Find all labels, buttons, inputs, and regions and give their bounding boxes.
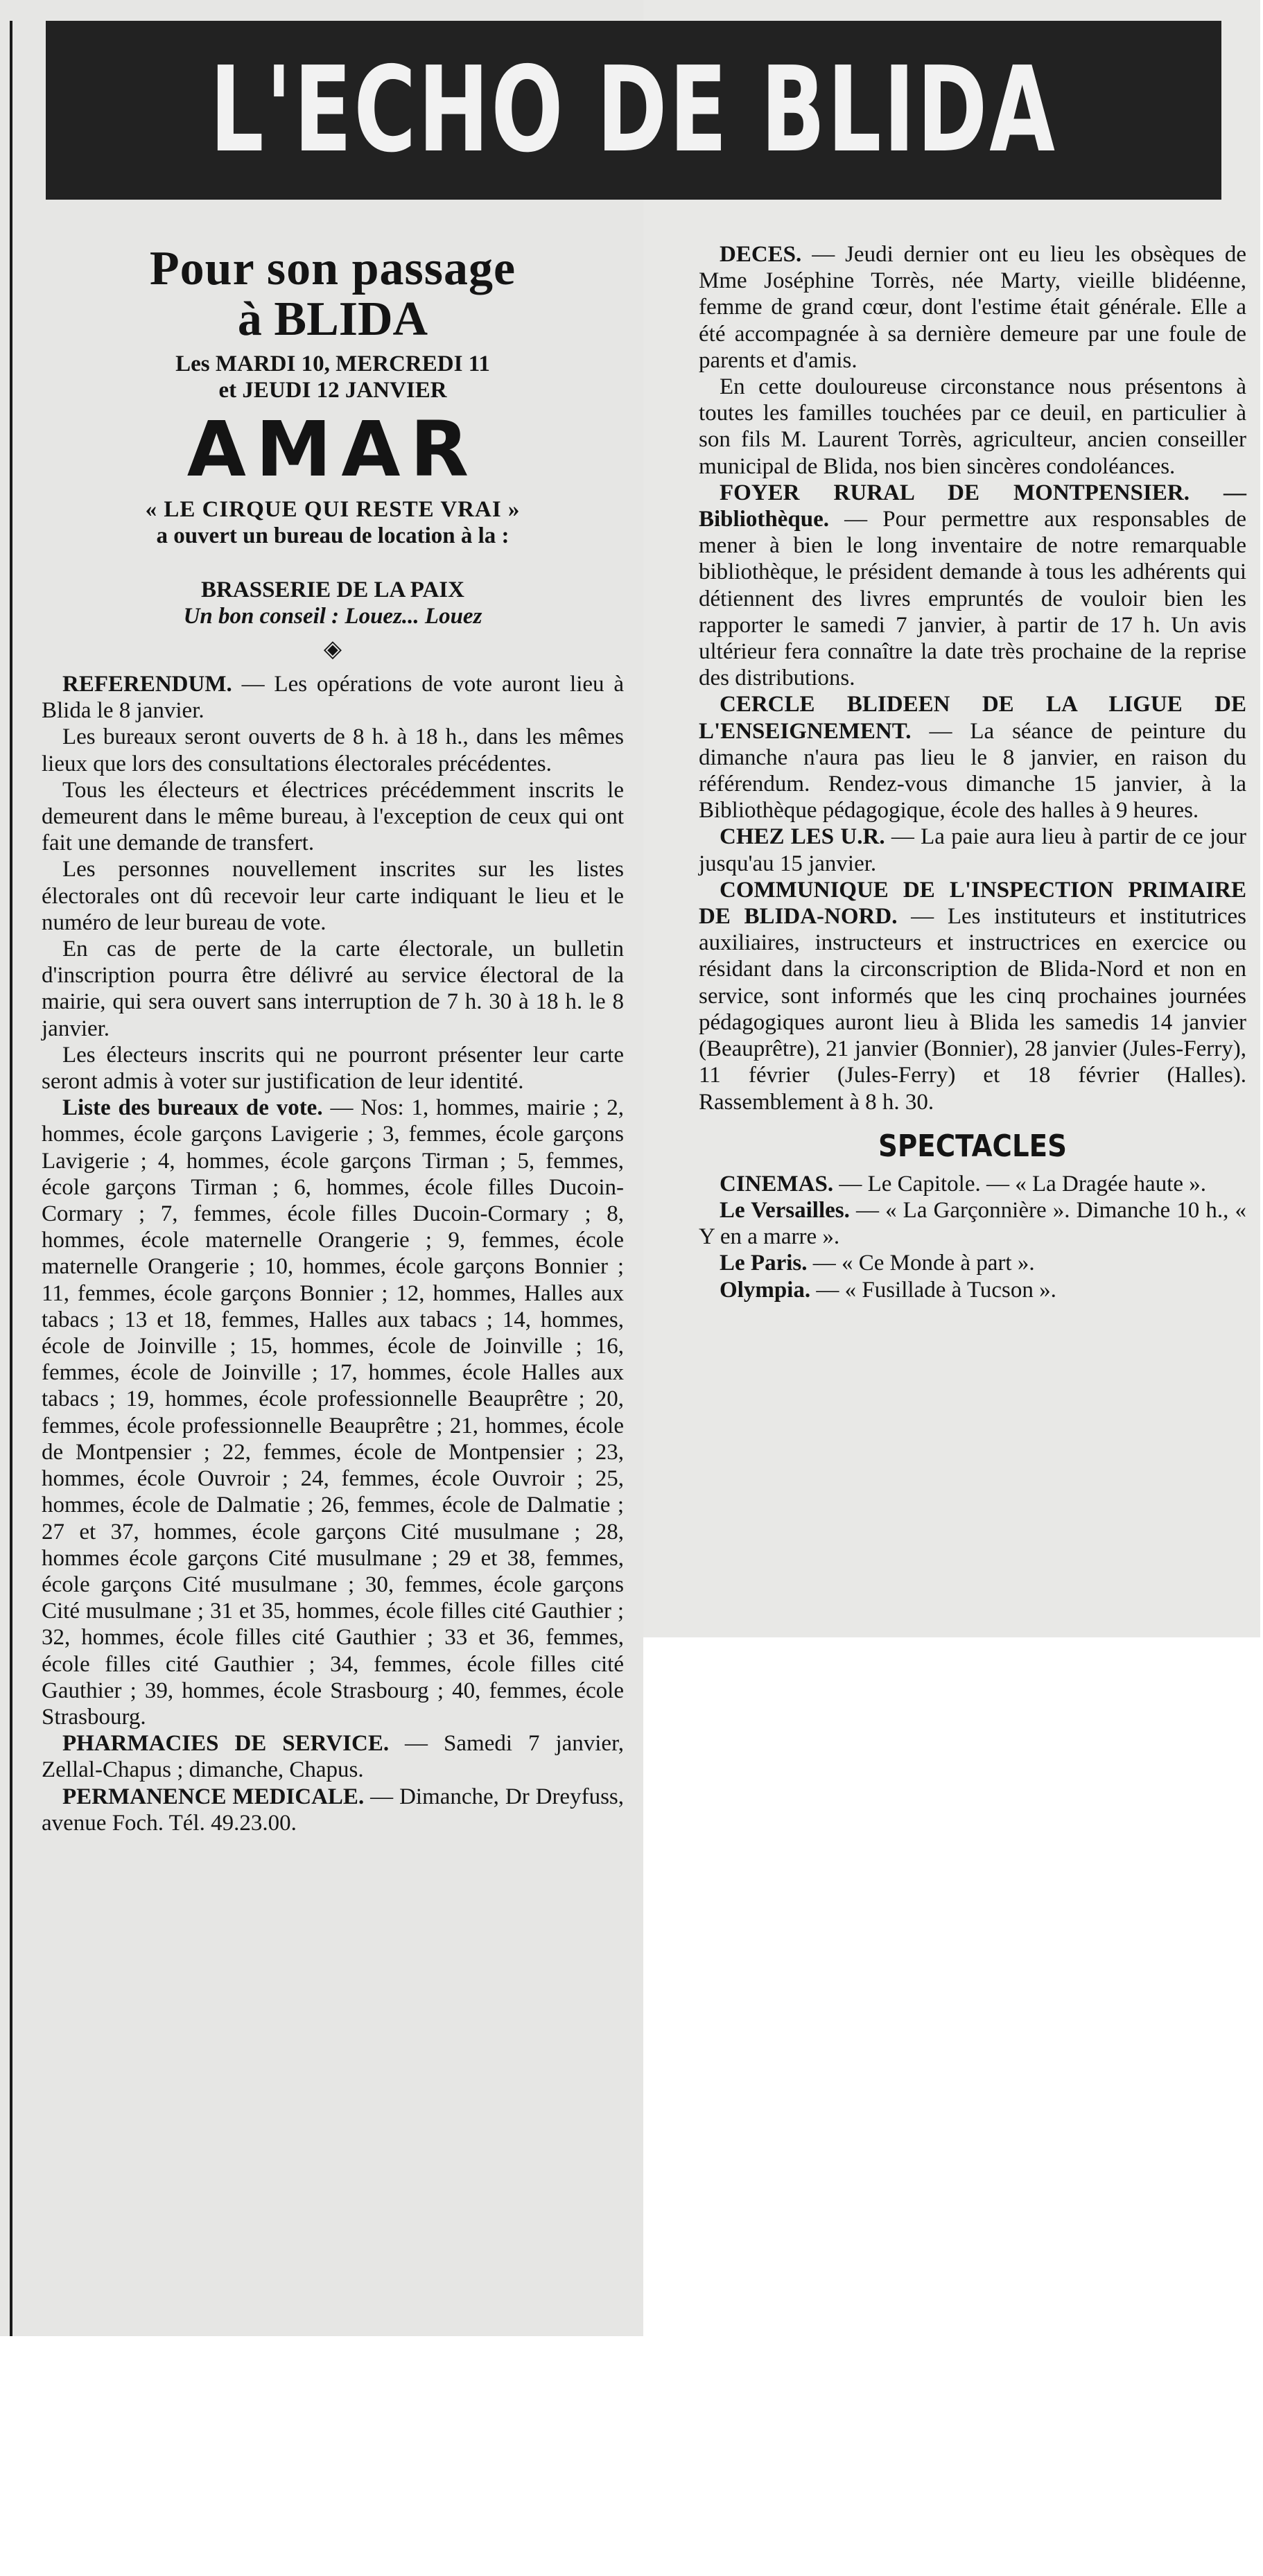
ur-text: — La paie aura lieu à partir de ce jour jusqu'au 15 janvier. (699, 824, 1246, 876)
referendum-heading: REFERENDUM. (62, 672, 232, 697)
ad-circus-name: AMAR (186, 405, 479, 494)
pharmacies-heading: PHARMACIES DE SERVICE. (62, 1731, 390, 1757)
masthead-title: L'ECHO DE BLIDA (209, 42, 1058, 179)
ad-dates-line-2: et JEUDI 12 JANVIER (218, 378, 447, 403)
ad-dates-line-1: Les MARDI 10, MERCREDI 11 (175, 351, 490, 376)
circus-advertisement (42, 243, 624, 667)
ad-headline-city: à BLIDA (237, 293, 428, 346)
referendum-text-1: — Les opérations de vote auront lieu à Blida le 8 janvier. (42, 672, 624, 724)
ad-headline: Pour son passage (149, 242, 516, 295)
cercle-blideen-text: — La séance de peinture du dimanche n'aura pas lieu le 8 janvier, en raison du référendum. Rendez-vous dimanche 15 janvier, à la Bibliothèque pédagogique, école des halles à 9 heures. (699, 718, 1246, 824)
ad-office-line: a ouvert un bureau de location à la : (156, 523, 509, 548)
inspection-heading: COMMUNIQUE DE L'INSPECTION PRIMAIRE DE BLIDA-NORD. (699, 877, 1246, 930)
medical-duty-text: — Dimanche, Dr Dreyfuss, avenue Foch. Tél. 49.23.00. (42, 1784, 624, 1836)
deaths-heading: DECES. (720, 242, 802, 267)
paris-paragraph (699, 1250, 1246, 1276)
ad-slogan: « LE CIRQUE QUI RESTE VRAI » (145, 497, 521, 522)
referendum-paragraph-1 (42, 671, 624, 724)
paris-text: — « Ce Monde à part ». (807, 1251, 1035, 1276)
column-border-rule (10, 21, 12, 2336)
pharmacies-text: — Samedi 7 janvier, Zellal-Chapus ; dimanche, Chapus. (42, 1731, 624, 1783)
referendum-paragraph-3: Tous les électeurs et électrices précédemment inscrits le demeurent dans le même bureau, à l'exception de ceux qui ont fait une demande de transfert. (42, 777, 624, 856)
versailles-text: — « La Garçonnière ». Dimanche 10 h., « Y en a marre ». (699, 1197, 1247, 1250)
cinemas-heading: CINEMAS. (720, 1171, 834, 1196)
cercle-blideen-paragraph (699, 691, 1246, 824)
medical-duty-paragraph (42, 1784, 624, 1836)
versailles-heading: Le Versailles. (720, 1197, 850, 1223)
right-column (699, 241, 1246, 1303)
masthead-banner (46, 21, 1221, 200)
polling-stations-list (42, 1095, 624, 1730)
pharmacies-paragraph (42, 1730, 624, 1783)
inspection-paragraph (699, 877, 1246, 1115)
versailles-paragraph (699, 1197, 1246, 1250)
ornament-icon: ◈ (323, 636, 342, 662)
olympia-text: — « Fusillade à Tucson ». (810, 1277, 1056, 1303)
olympia-paragraph (699, 1277, 1246, 1303)
foyer-rural-text: — Pour permettre aux responsables de mener à bien le long inventaire de notre remarquable bibliothèque, le président demande à tous les adhérents qui détiennent des livres empruntés de vouloir bien les rapporter le samedi 7 janvier, à partir de 17 h. Un avis ultérieur fera connaître la date très prochaine de la reprise des distributions. (699, 507, 1246, 691)
cinemas-text: — Le Capitole. — « La Dragée haute ». (833, 1171, 1207, 1196)
foyer-rural-paragraph (699, 480, 1246, 692)
ad-tip: Un bon conseil : Louez... Louez (183, 604, 482, 629)
inspection-text: — Les instituteurs et institutrices auxiliaires, instructeurs et instructrices en exercice ou résidant dans la circonscription de Blida-Nord et non en service, sont informés que les cinq prochaines journées pédagogiques auront lieu à Blida les samedis 14 janvier (Beauprêtre), 21 janvier (Bonnier), 28 janvier (Jules-Ferry), 11 février (Jules-Ferry) et 18 février (Halles). Rassemblement à 8 h. 30. (699, 904, 1246, 1115)
polling-stations-text: — Nos: 1, hommes, mairie ; 2, hommes, école garçons Lavigerie ; 3, femmes, école garçons Lavigerie ; 4, hommes, école garçons Tirman ; 5, femmes, école garçons Tirman ; 6, hommes, école filles Ducoin-Cormary ; 7, femmes, école filles Ducoin-Cormary ; 8, hommes, école maternelle Orangerie ; 9, femmes, école maternelle Orangerie ; 10, hommes, école garçons Bonnier ; 11, femmes, école garçons Bonnier ; 12, hommes, Halles aux tabacs ; 13 et 18, femmes, Halles aux tabacs ; 14, hommes, école de Joinville ; 15, hommes, école de Joinville ; 16, femmes, école de Joinville ; 17, hommes, école Halles aux tabacs ; 19, hommes, école professionnelle Beauprêtre ; 20, femmes, école professionnelle Beauprêtre ; 21, hommes, école de Montpensier ; 22, femmes, école de Montpensier ; 23, hommes, école Ouvroir ; 24, femmes, école Ouvroir ; 25, hommes, école de Dalmatie ; 26, femmes, école de Dalmatie ; 27 et 37, hommes, école garçons Cité musulmane ; 28, hommes école garçons Cité musulmane ; 29 et 38, femmes, école garçons Cité musulmane ; 30, femmes, école garçons Cité musulmane ; 31 et 35, hommes, école filles cité Gauthier ; 32, hommes, école filles cité Gauthier ; 33 et 36, femmes, école filles cité Gauthier ; 34, femmes, école filles cité Gauthier ; 39, hommes, école Strasbourg ; 40, femmes, école Strasbourg. (42, 1095, 624, 1730)
olympia-heading: Olympia. (720, 1277, 811, 1303)
polling-stations-heading: Liste des bureaux de vote. (62, 1095, 323, 1121)
ad-venue: BRASSERIE DE LA PAIX (201, 577, 464, 602)
medical-duty-heading: PERMANENCE MEDICALE. (62, 1784, 365, 1809)
referendum-paragraph-5: En cas de perte de la carte électorale, un bulletin d'inscription pourra être délivré au service électoral de la mairie, qui sera ouvert sans interruption de 7 h. 30 à 18 h. le 8 janvier. (42, 937, 624, 1041)
ur-heading: CHEZ LES U.R. (720, 824, 885, 850)
cinemas-paragraph (699, 1171, 1246, 1197)
referendum-paragraph-2: Les bureaux seront ouverts de 8 h. à 18 h., dans les mêmes lieux que lors des consultations électorales précédentes. (42, 724, 624, 776)
deaths-paragraph-2: En cette douloureuse circonstance nous présentons à toutes les familles touchées par ce deuil, en particulier à son fils M. Laurent Torrès, agriculteur, ancien conseiller municipal de Blida, nos bien sincères condoléances. (699, 374, 1246, 479)
referendum-paragraph-4: Les personnes nouvellement inscrites sur les listes électorales ont dû recevoir leur carte indiquant le lieu et le numéro de leur bureau de vote. (42, 857, 624, 935)
referendum-paragraph-6: Les électeurs inscrits qui ne pourront présenter leur carte seront admis à voter sur justification de leur identité. (42, 1042, 624, 1095)
foyer-rural-heading: FOYER RURAL DE MONTPENSIER. — Bibliothèque. (699, 480, 1246, 532)
left-column (42, 243, 624, 1836)
deaths-text-1: — Jeudi dernier ont eu lieu les obsèques de Mme Joséphine Torrès, née Marty, vieille blidéenne, femme de grand cœur, dont l'estime était générale. Elle a été accompagnée à sa dernière demeure par une foule de parents et d'amis. (699, 242, 1246, 373)
deaths-paragraph-1 (699, 241, 1246, 374)
ur-paragraph (699, 824, 1246, 876)
spectacles-heading: SPECTACLES (878, 1128, 1067, 1164)
cercle-blideen-heading: CERCLE BLIDEEN DE LA LIGUE DE L'ENSEIGNEMENT. (699, 692, 1246, 744)
paris-heading: Le Paris. (720, 1251, 808, 1276)
